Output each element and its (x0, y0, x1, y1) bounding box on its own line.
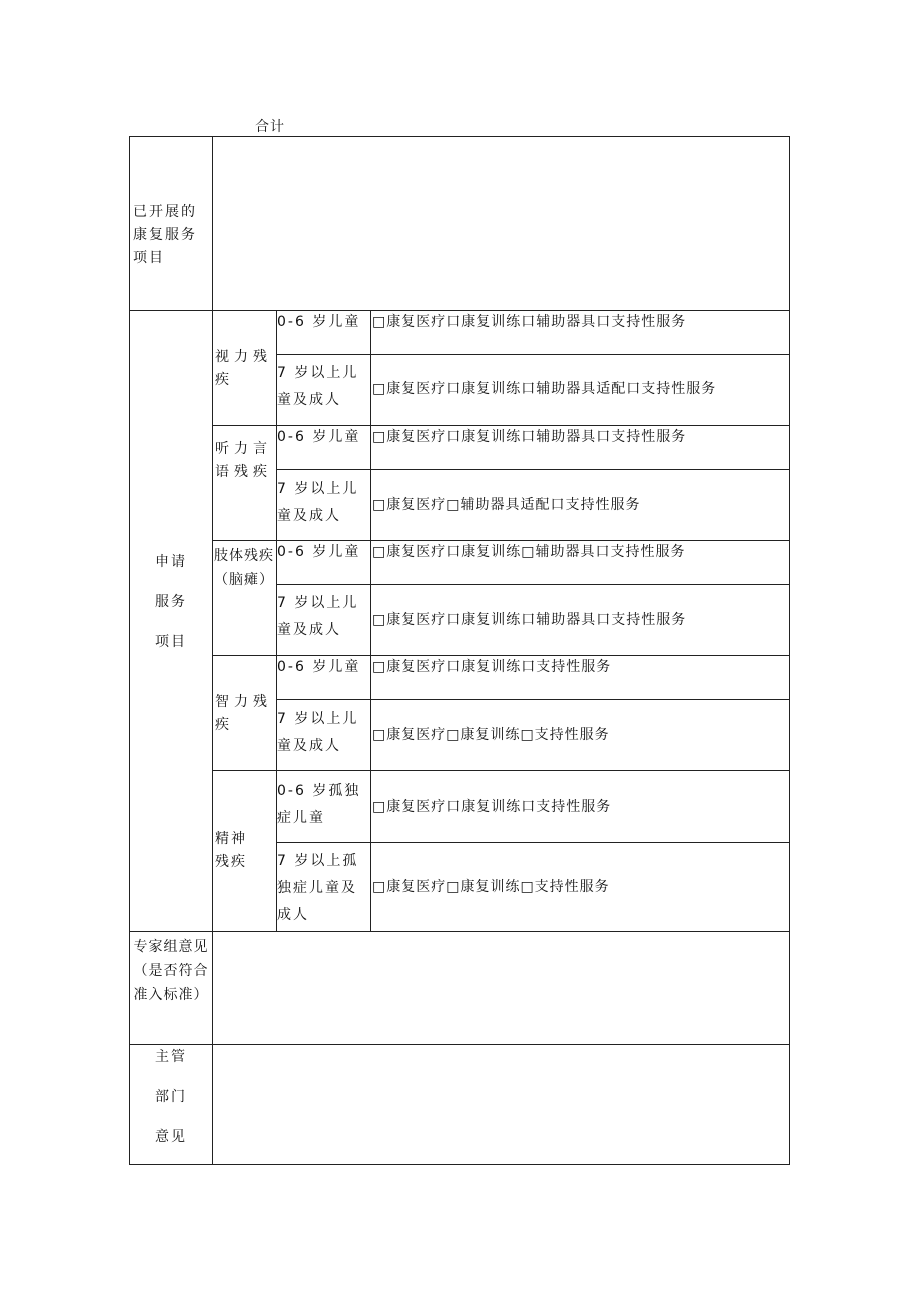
completed-services-content[interactable] (213, 137, 789, 310)
age-group-label: 0-6 岁儿童 (277, 429, 361, 445)
age-group-label: 7 岁以上儿童及成人 (277, 595, 359, 638)
age-group-label: 0-6 岁儿童 (277, 544, 361, 560)
category-name: 智力残疾 (215, 694, 272, 733)
service-options[interactable]: □康复医疗口康复训练□辅助器具口支持性服务 (372, 544, 686, 560)
service-options[interactable]: □康复医疗□康复训练□支持性服务 (372, 727, 610, 743)
total-heading: 合计 (255, 119, 285, 135)
service-options[interactable]: □康复医疗口康复训练口辅助器具口支持性服务 (372, 612, 687, 628)
age-group-label: 0-6 岁儿童 (277, 659, 361, 675)
service-options[interactable]: □康复医疗□辅助器具适配口支持性服务 (372, 497, 641, 513)
service-options[interactable]: □康复医疗口康复训练口辅助器具口支持性服务 (372, 314, 687, 330)
category-name: 听力言语残疾 (215, 441, 272, 480)
age-group-label: 7 岁以上儿童及成人 (277, 711, 359, 754)
service-options[interactable]: □康复医疗口康复训练口支持性服务 (372, 659, 612, 675)
age-group-label: 7 岁以上儿童及成人 (277, 365, 359, 408)
category-name: 视力残疾 (215, 349, 272, 388)
apply-service-label: 申请 服务 项目 (155, 554, 187, 650)
age-group-label: 0-6 岁儿童 (277, 314, 361, 330)
service-options[interactable]: □康复医疗口康复训练口辅助器具适配口支持性服务 (372, 381, 717, 397)
age-group-label: 7 岁以上孤独症儿童及成人 (277, 853, 359, 923)
completed-services-label: 已开展的康复服务项目 (133, 204, 197, 266)
expert-opinion-label: 专家组意见（是否符合准入标准） (133, 939, 209, 1003)
age-group-label: 0-6 岁孤独症儿童 (277, 783, 361, 826)
service-options[interactable]: □康复医疗口康复训练口支持性服务 (372, 799, 612, 815)
service-options[interactable]: □康复医疗□康复训练□支持性服务 (372, 879, 610, 895)
dept-opinion-label: 主管 部门 意见 (155, 1049, 187, 1145)
expert-opinion-content[interactable] (213, 932, 789, 1044)
category-name: 精神残疾 (215, 831, 247, 870)
dept-opinion-content[interactable] (213, 1045, 789, 1164)
age-group-label: 7 岁以上儿童及成人 (277, 481, 359, 524)
service-options[interactable]: □康复医疗口康复训练口辅助器具口支持性服务 (372, 429, 687, 445)
category-name: 肢体残疾（脑瘫） (214, 548, 274, 588)
